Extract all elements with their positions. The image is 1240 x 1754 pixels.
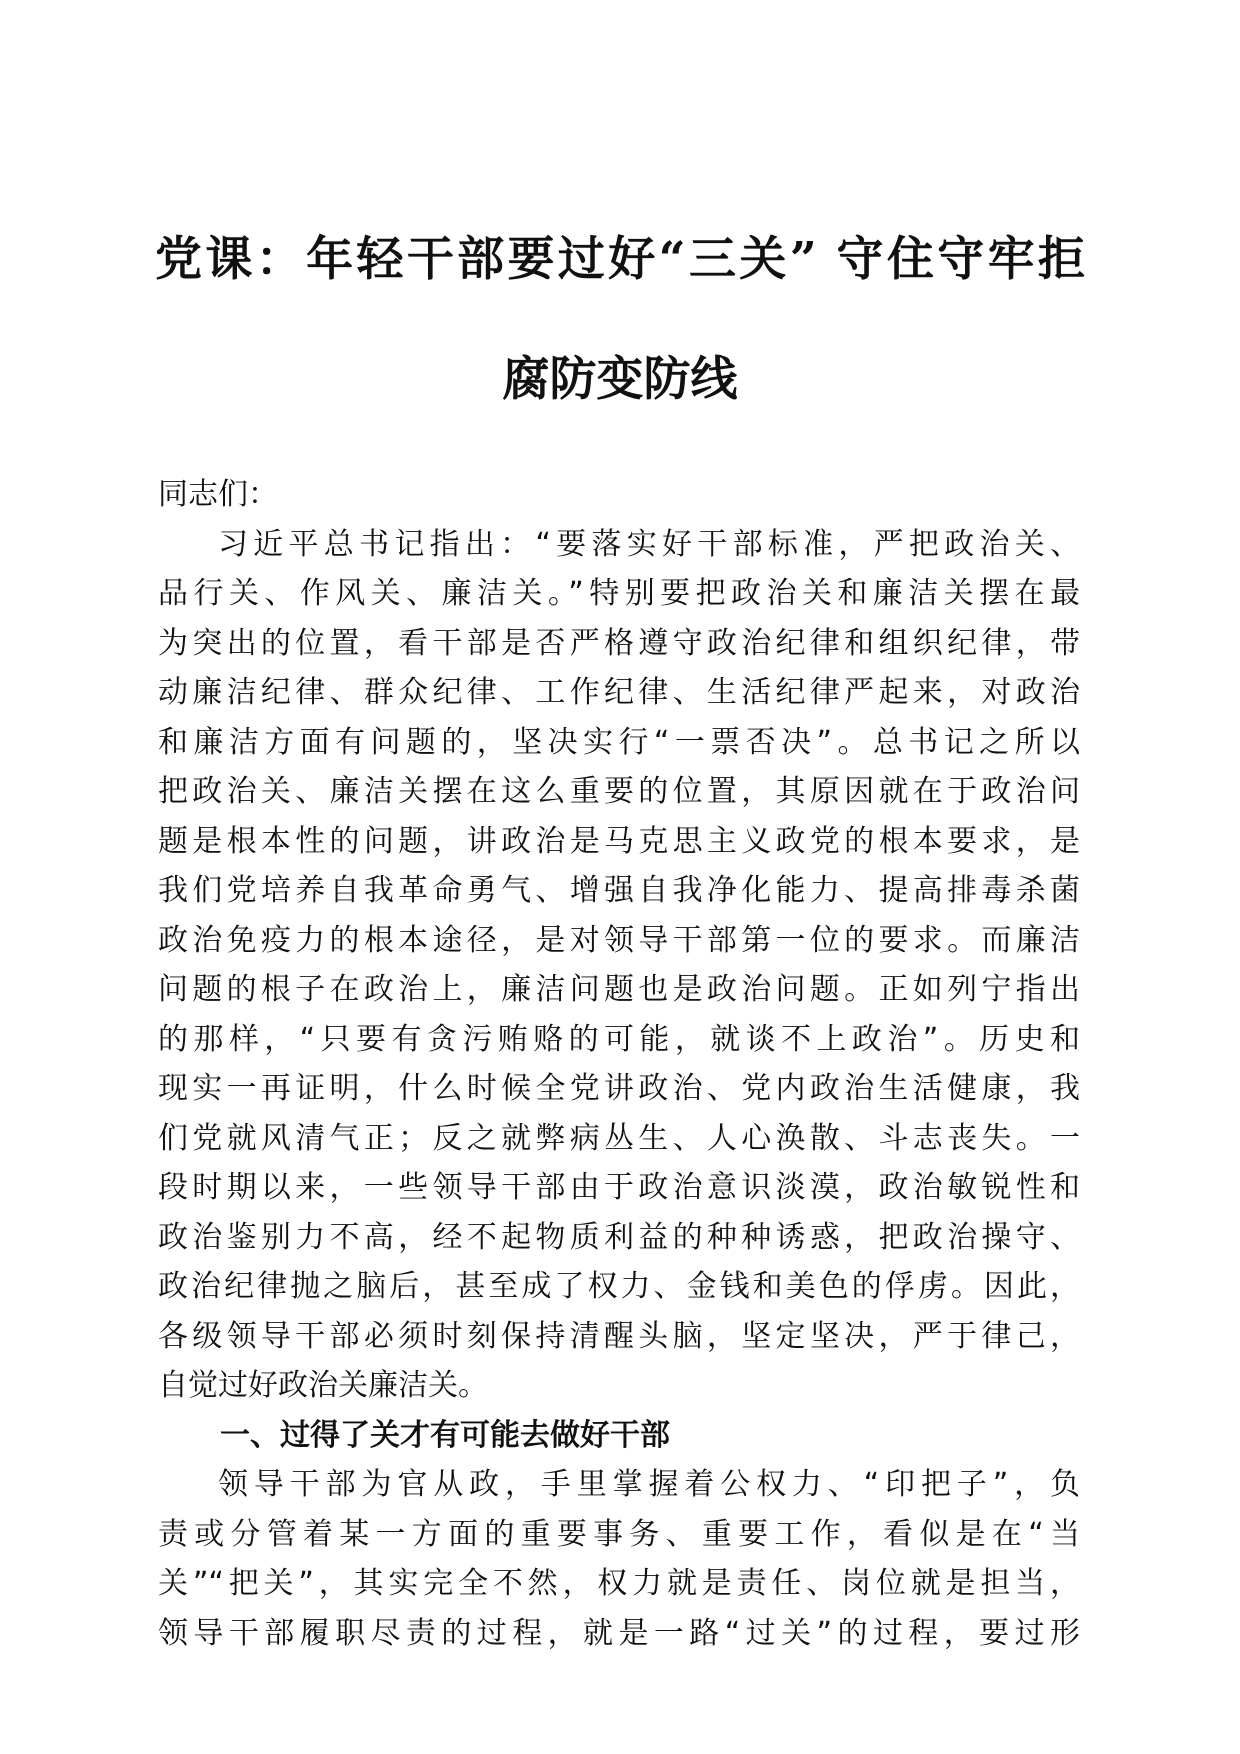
paragraph-line: 动廉洁纪律、群众纪律、工作纪律、生活纪律严起来，对政治 — [158, 675, 1080, 710]
paragraph-line: 把政治关、廉洁关摆在这么重要的位置，其原因就在于政治问 — [158, 774, 1080, 809]
paragraph-line: 和廉洁方面有问题的，坚决实行“一票否决”。总书记之所以 — [158, 724, 1080, 760]
paragraph-line: 关”“把关”，其实完全不然，权力就是责任、岗位就是担当， — [158, 1566, 1080, 1601]
section-heading: 一、过得了关才有可能去做好干部 — [220, 1417, 670, 1453]
document-body — [158, 470, 1080, 1658]
paragraph-line: 段时期以来，一些领导干部由于政治意识淡漠，政治敏锐性和 — [158, 1170, 1080, 1205]
paragraph-line: 品行关、作风关、廉洁关。”特别要把政治关和廉洁关摆在最 — [158, 576, 1080, 611]
paragraph-line: 问题的根子在政治上，廉洁问题也是政治问题。正如列宁指出 — [158, 972, 1080, 1007]
paragraph-line: 习近平总书记指出：“要落实好干部标准，严把政治关、 — [218, 526, 1080, 562]
paragraph-line: 政治鉴别力不高，经不起物质利益的种种诱惑，把政治操守、 — [158, 1219, 1080, 1255]
paragraph-line: 责或分管着某一方面的重要事务、重要工作，看似是在“当 — [158, 1516, 1080, 1552]
paragraph-line: 政治免疫力的根本途径，是对领导干部第一位的要求。而廉洁 — [158, 922, 1080, 958]
paragraph-line: 我们党培养自我革命勇气、增强自我净化能力、提高排毒杀菌 — [158, 873, 1080, 908]
paragraph-line: 题是根本性的问题，讲政治是马克思主义政党的根本要求，是 — [158, 823, 1080, 859]
paragraph-line: 为突出的位置，看干部是否严格遵守政治纪律和组织纪律，带 — [158, 625, 1080, 661]
paragraph-line: 政治纪律抛之脑后，甚至成了权力、金钱和美色的俘虏。因此， — [158, 1269, 1080, 1304]
paragraph-line: 们党就风清气正；反之就弊病丛生、人心涣散、斗志丧失。一 — [158, 1120, 1080, 1156]
paragraph-line: 领导干部履职尽责的过程，就是一路“过关”的过程，要过形 — [158, 1615, 1080, 1651]
paragraph-line: 各级领导干部必须时刻保持清醒头脑，坚定坚决，严于律己， — [158, 1318, 1080, 1354]
document-title-line-1: 党课：年轻干部要过好“三关” 守住守牢拒 — [155, 232, 1085, 287]
salutation: 同志们： — [158, 477, 278, 512]
paragraph-line: 领导干部为官从政，手里掌握着公权力、“印把子”，负 — [218, 1467, 1080, 1502]
paragraph-line: 现实一再证明，什么时候全党讲政治、党内政治生活健康，我 — [158, 1071, 1080, 1106]
document-title-line-2: 腐防变防线 — [502, 352, 738, 407]
paragraph-line: 的那样，“只要有贪污贿赂的可能，就谈不上政治”。历史和 — [158, 1021, 1080, 1057]
paragraph-line: 自觉过好政治关廉洁关。 — [158, 1368, 488, 1403]
